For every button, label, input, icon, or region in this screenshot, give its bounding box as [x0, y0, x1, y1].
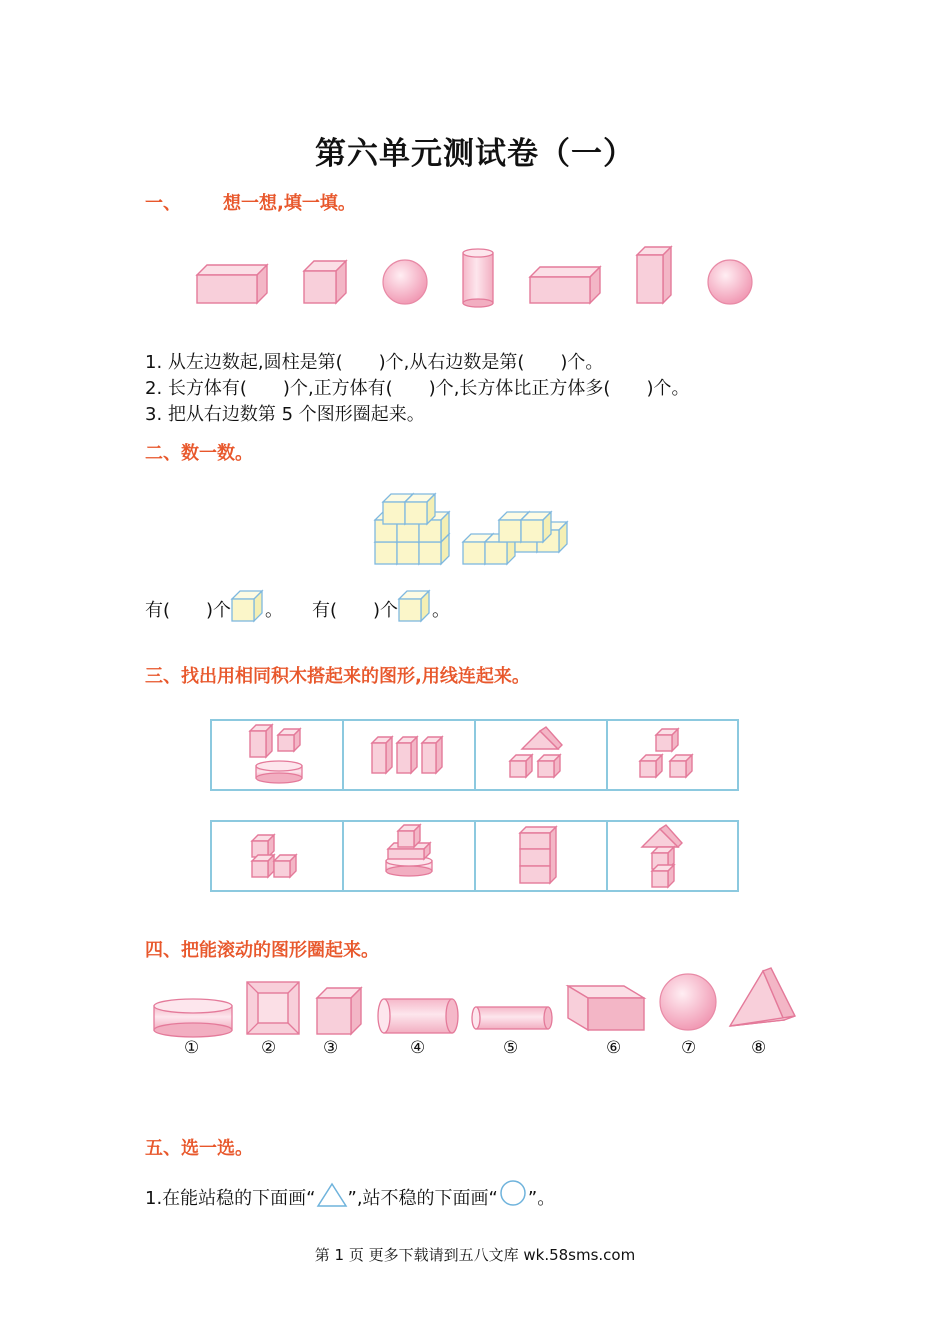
triangle-icon: [316, 1182, 348, 1208]
roll-label-6: ⑥: [606, 1038, 622, 1058]
roll-label-7: ⑦: [681, 1038, 697, 1058]
roll-label-4: ④: [410, 1038, 426, 1058]
shape-tall-cuboid: [637, 247, 671, 303]
q1-part3: ”。: [527, 1188, 556, 1209]
match-figure-3: [510, 727, 562, 777]
shape-cuboid-2: [530, 267, 600, 303]
cube-stack-figure: [375, 494, 585, 566]
section1-shape-row: [190, 245, 770, 315]
section1-question-1: 1. 从左边数起,圆柱是第( )个,从右边数是第( )个。: [145, 352, 604, 373]
section2-heading: 二、数一数。: [145, 443, 253, 464]
q1-part1: 1.在能站稳的下面画“: [145, 1188, 316, 1209]
answer-1-prefix: 有( )个: [145, 600, 232, 621]
shape-cylinder: [463, 249, 493, 307]
shape-sphere-2: [708, 260, 752, 304]
section1-heading: [145, 189, 356, 215]
roll-shape-1: [154, 999, 232, 1037]
section3-heading: 三、找出用相同积木搭起来的图形,用线连起来。: [145, 666, 530, 687]
page-footer: 第 1 页 更多下载请到五八文库 wk.58sms.com: [314, 1246, 636, 1264]
shape-cube-1: [304, 261, 346, 303]
roll-shape-2: [247, 982, 299, 1034]
section2-answer-2: [312, 590, 450, 622]
section1-question-3: 3. 把从右边数第 5 个图形圈起来。: [145, 404, 425, 425]
match-figure-4: [640, 729, 692, 777]
answer-2-prefix: 有( )个: [312, 600, 399, 621]
unit-cube-icon: [398, 590, 432, 622]
section4-shape-row: [150, 966, 810, 1040]
matching-boxes: [210, 719, 740, 894]
section4-heading: 四、把能滚动的图形圈起来。: [145, 940, 379, 961]
page-title: 第六单元测试卷（一）: [315, 136, 635, 172]
match-figure-8: [642, 825, 682, 887]
section2-answer-1: [145, 590, 283, 622]
answer-1-suffix: 。: [265, 600, 284, 621]
match-figure-7: [520, 827, 556, 883]
match-figure-5: [252, 835, 296, 877]
roll-shape-4: [378, 999, 458, 1033]
shape-cuboid-1: [197, 265, 267, 303]
section5-heading: 五、选一选。: [145, 1138, 253, 1159]
roll-shape-7: [660, 974, 716, 1030]
roll-shape-3: [317, 988, 361, 1034]
section1-heading-prefix: 一、: [145, 193, 181, 214]
match-figure-1: [250, 725, 302, 783]
unit-cube-icon: [231, 590, 265, 622]
shape-sphere-1: [383, 260, 427, 304]
roll-label-2: ②: [261, 1038, 277, 1058]
circle-icon: [498, 1180, 528, 1208]
answer-2-suffix: 。: [432, 600, 451, 621]
section1-question-2: 2. 长方体有( )个,正方体有( )个,长方体比正方体多( )个。: [145, 378, 690, 399]
roll-shape-6: [568, 986, 644, 1030]
roll-shape-5: [472, 1007, 552, 1029]
roll-label-3: ③: [323, 1038, 339, 1058]
match-figure-6: [386, 825, 432, 876]
section1-heading-text: 想一想,填一填。: [223, 193, 356, 214]
roll-label-1: ①: [184, 1038, 200, 1058]
section5-question-1: [145, 1180, 555, 1210]
roll-label-8: ⑧: [751, 1038, 767, 1058]
roll-label-5: ⑤: [503, 1038, 519, 1058]
roll-shape-8: [730, 968, 795, 1026]
match-figure-2: [372, 737, 442, 773]
q1-part2: ”,站不稳的下面画“: [347, 1188, 498, 1209]
